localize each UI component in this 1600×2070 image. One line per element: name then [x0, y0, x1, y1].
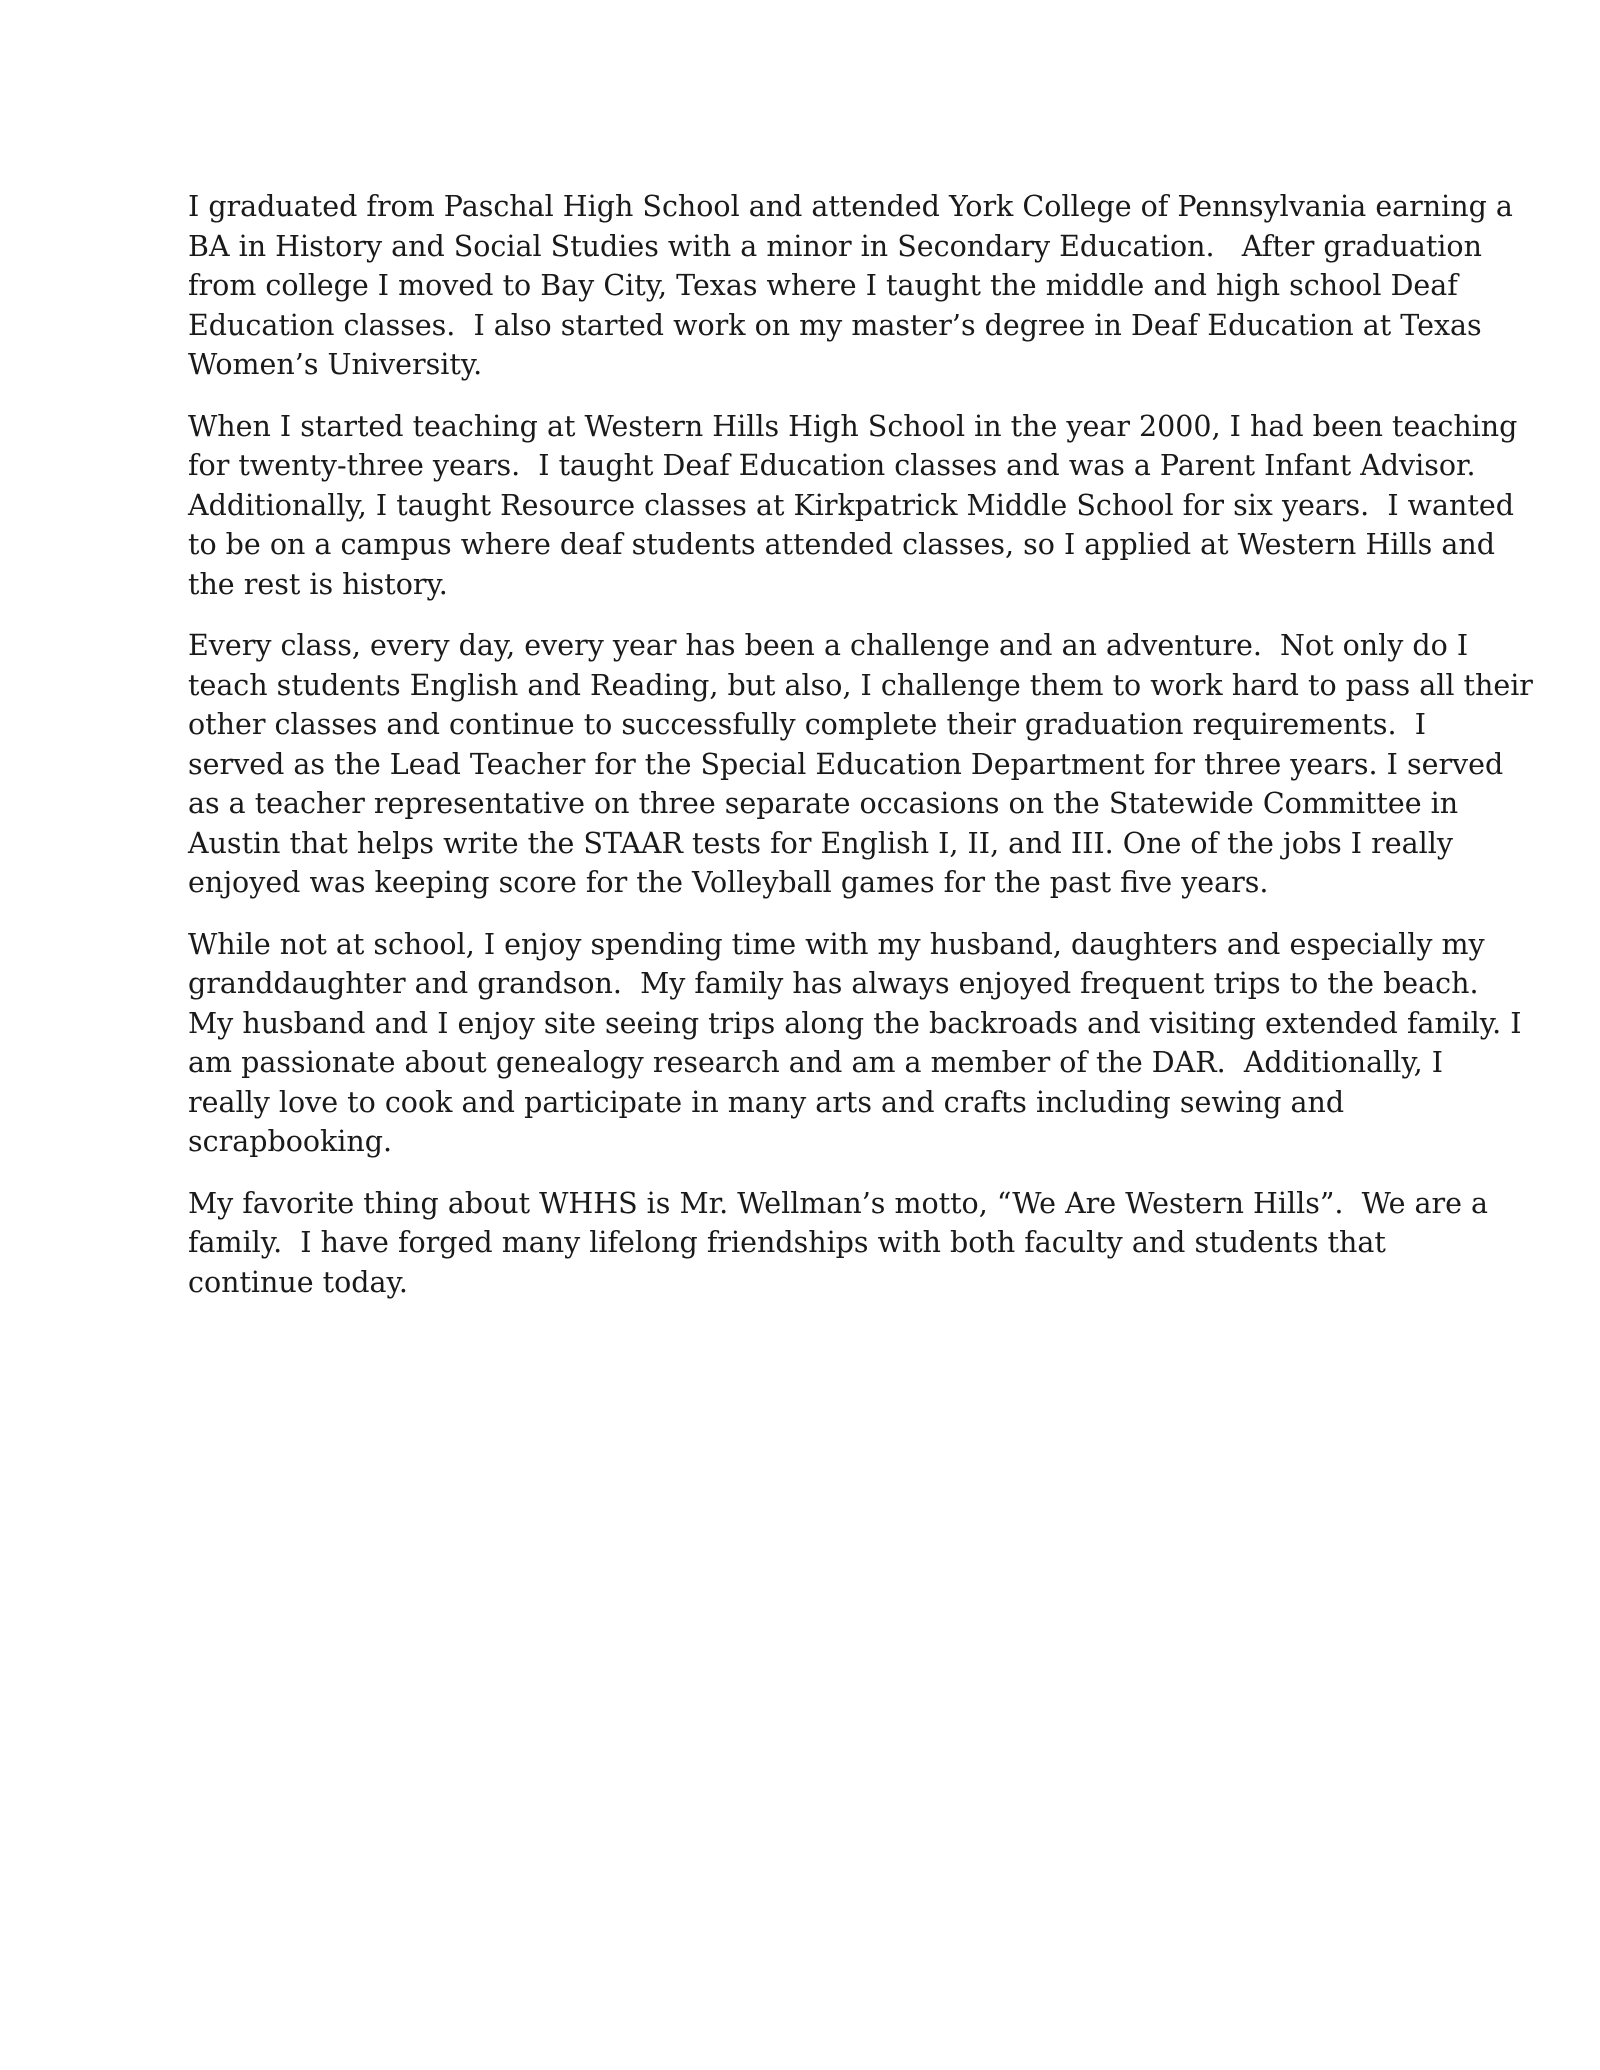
text-line: the rest is history.: [188, 567, 448, 601]
text-line: for twenty-three years. I taught Deaf Education classes and was a Parent Infant Advisor.: [188, 449, 1476, 482]
paragraph-favorite-thing: [188, 1184, 1489, 1303]
text-line: While not at school, I enjoy spending time with my husband, daughters and especially my: [188, 927, 1485, 961]
text-line: Every class, every day, every year has been a challenge and an adventure. Not only do I: [188, 629, 1469, 662]
text-line: BA in History and Social Studies with a minor in Secondary Education. After graduation: [188, 229, 1482, 263]
text-line: I graduated from Paschal High School and attended York College of Pennsylvania earning a: [188, 190, 1513, 223]
document-body: [188, 187, 1533, 1324]
text-line: am passionate about genealogy research and am a member of the DAR. Additionally, I: [188, 1046, 1444, 1079]
text-line: Education classes. I also started work on my master’s degree in Deaf Education at Texas: [188, 308, 1482, 342]
paragraph-responsibilities: [188, 626, 1533, 903]
text-line: granddaughter and grandson. My family has always enjoyed frequent trips to the beach.: [188, 967, 1479, 1000]
text-line: teach students English and Reading, but also, I challenge them to work hard to pass all their: [188, 668, 1533, 702]
text-line: to be on a campus where deaf students attended classes, so I applied at Western Hills and: [188, 528, 1495, 561]
text-line: Austin that helps write the STAAR tests for English I, II, and III. One of the jobs I really: [188, 826, 1453, 860]
text-line: scrapbooking.: [188, 1125, 393, 1158]
text-line: My favorite thing about WHHS is Mr. Wellman’s motto, “We Are Western Hills”. We are a: [188, 1186, 1489, 1220]
text-line: really love to cook and participate in many arts and crafts including sewing and: [188, 1085, 1345, 1119]
paragraph-education: [188, 187, 1513, 385]
text-line: Additionally, I taught Resource classes at Kirkpatrick Middle School for six years. I wanted: [188, 488, 1514, 522]
text-line: as a teacher representative on three separate occasions on the Statewide Committee in: [188, 787, 1459, 820]
text-line: enjoyed was keeping score for the Volleyball games for the past five years.: [188, 866, 1269, 899]
text-line: other classes and continue to successfully complete their graduation requirements. I: [188, 708, 1426, 741]
paragraph-teaching-history: [188, 407, 1518, 605]
text-line: family. I have forged many lifelong friendships with both faculty and students that: [188, 1226, 1386, 1259]
text-line: My husband and I enjoy site seeing trips along the backroads and visiting extended family. I: [188, 1006, 1522, 1040]
text-line: from college I moved to Bay City, Texas where I taught the middle and high school Deaf: [188, 269, 1458, 302]
text-line: When I started teaching at Western Hills High School in the year 2000, I had been teaching: [188, 409, 1518, 443]
text-line: Women’s University.: [188, 348, 483, 381]
text-line: continue today.: [188, 1265, 408, 1299]
paragraph-personal-life: [188, 925, 1522, 1162]
text-line: served as the Lead Teacher for the Special Education Department for three years. I served: [188, 747, 1504, 781]
